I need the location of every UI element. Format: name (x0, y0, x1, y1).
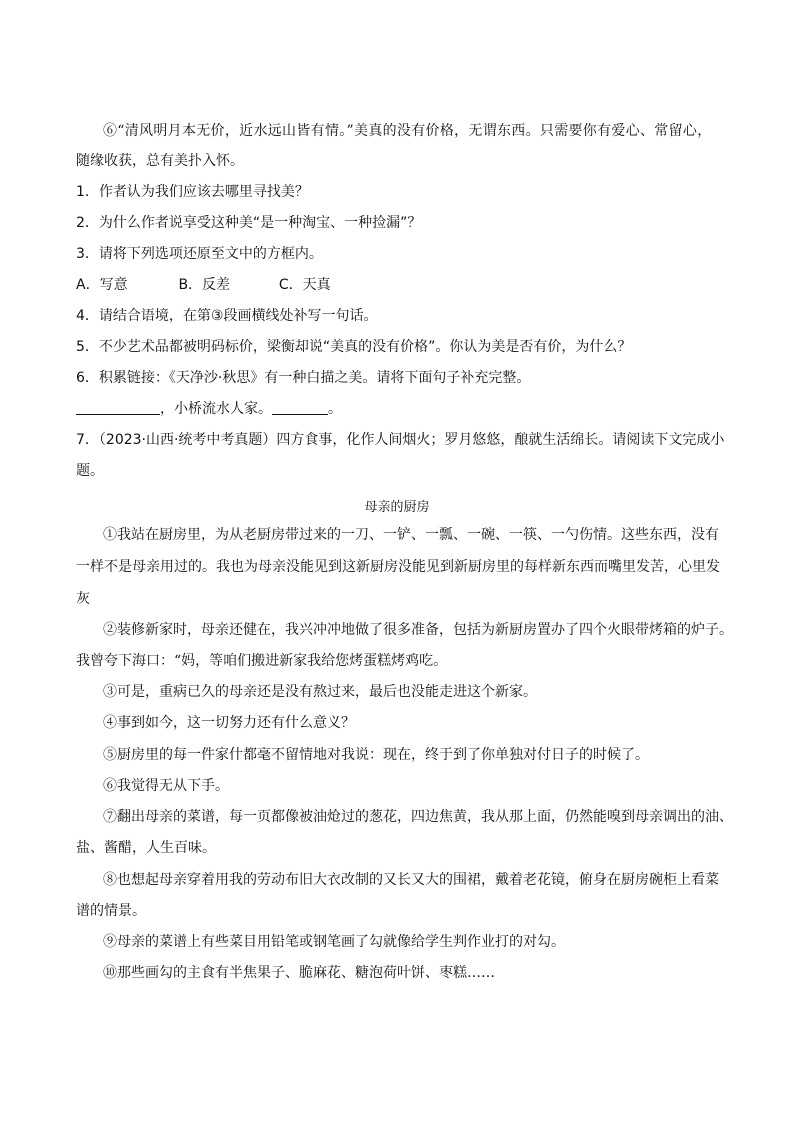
question-1: 1．作者认为我们应该去哪里寻找美？ (76, 184, 309, 200)
article-p1-line-2: 一样不是母亲用过的。我也为母亲没能见到这新厨房没能见到新厨房里的每样新东西而嘴里发苦，心里发 (76, 559, 720, 575)
article-p2-line-2: 我曾夸下海口：“妈，等咱们搬进新家我给您烤蛋糕烤鸡吃。 (76, 653, 448, 669)
question-4: 4．请结合语境，在第③段画横线处补写一句话。 (76, 308, 378, 324)
fill-line-end: 。 (328, 401, 342, 417)
question-3: 3．请将下列选项还原至文中的方框内。 (76, 246, 323, 262)
question-2: 2．为什么作者说享受这种美“是一种淘宝、一种捡漏”？ (76, 215, 422, 231)
article-p6: ⑥我觉得无从下手。 (103, 778, 229, 794)
article-p1-line-1: ①我站在厨房里，为从老厨房带过来的一刀、一铲、一瓢、一碗、一筷、一勺伤情。这些东西，没有 (103, 527, 719, 543)
answer-blank-2[interactable] (272, 400, 328, 415)
article-p4: ④事到如今，这一切努力还有什么意义？ (103, 715, 355, 731)
question-7-line-2: 题。 (76, 463, 104, 479)
article-p5: ⑤厨房里的每一件家什都毫不留情地对我说：现在，终于到了你单独对付日子的时候了。 (103, 747, 649, 763)
question-6-fill-line (76, 394, 726, 425)
paragraph-6-line-2: 随缘收获，总有美扑入怀。 (76, 153, 244, 169)
answer-blank-1[interactable] (76, 400, 160, 415)
option-a: A．写意 (76, 277, 128, 293)
article-p8-line-1: ⑧也想起母亲穿着用我的劳动布旧大衣改制的又长又大的围裙，戴着老花镜，俯身在厨房碗柜上看菜 (103, 872, 719, 888)
paragraph-6-line-1: ⑥“清风明月本无价，近水远山皆有情。”美真的没有价格，无谓东西。只需要你有爱心、常留心， (103, 123, 712, 139)
option-c: C．天真 (278, 277, 331, 293)
option-b: B．反差 (178, 277, 231, 293)
article-p10: ⑩那些画勾的主食有半焦果子、脆麻花、糖泡荷叶饼、枣糕…… (103, 965, 495, 981)
question-7-line-1: 7．（2023·山西·统考中考真题）四方食事，化作人间烟火；罗月悠悠，酿就生活绵长。请阅读下文完成小 (76, 432, 725, 448)
article-p7-line-1: ⑦翻出母亲的菜谱，每一页都像被油炝过的葱花，四边焦黄，我从那上面，仍然能嗅到母亲调出的油、 (103, 809, 733, 825)
article-p8-line-2: 谱的情景。 (76, 903, 146, 919)
article-p7-line-2: 盐、酱醋，人生百味。 (76, 840, 216, 856)
question-5: 5．不少艺术品都被明码标价，梁衡却说“美真的没有价格”。你认为美是否有价，为什么？ (76, 339, 632, 355)
question-3-options (76, 270, 726, 301)
fill-line-middle: ，小桥流水人家。 (160, 401, 272, 417)
article-p3: ③可是，重病已久的母亲还是没有熬过来，最后也没能走进这个新家。 (103, 684, 537, 700)
article-title: 母亲的厨房 (364, 500, 430, 515)
question-6: 6．积累链接：《天净沙·秋思》有一种白描之美。请将下面句子补充完整。 (76, 370, 531, 386)
article-p9: ⑨母亲的菜谱上有些菜目用铅笔或钢笔画了勾就像给学生判作业打的对勾。 (103, 934, 565, 950)
article-p1-line-3: 灰 (76, 591, 90, 607)
article-p2-line-1: ②装修新家时，母亲还健在，我兴冲冲地做了很多准备，包括为新厨房置办了四个火眼带烤箱的炉子。 (103, 622, 733, 638)
